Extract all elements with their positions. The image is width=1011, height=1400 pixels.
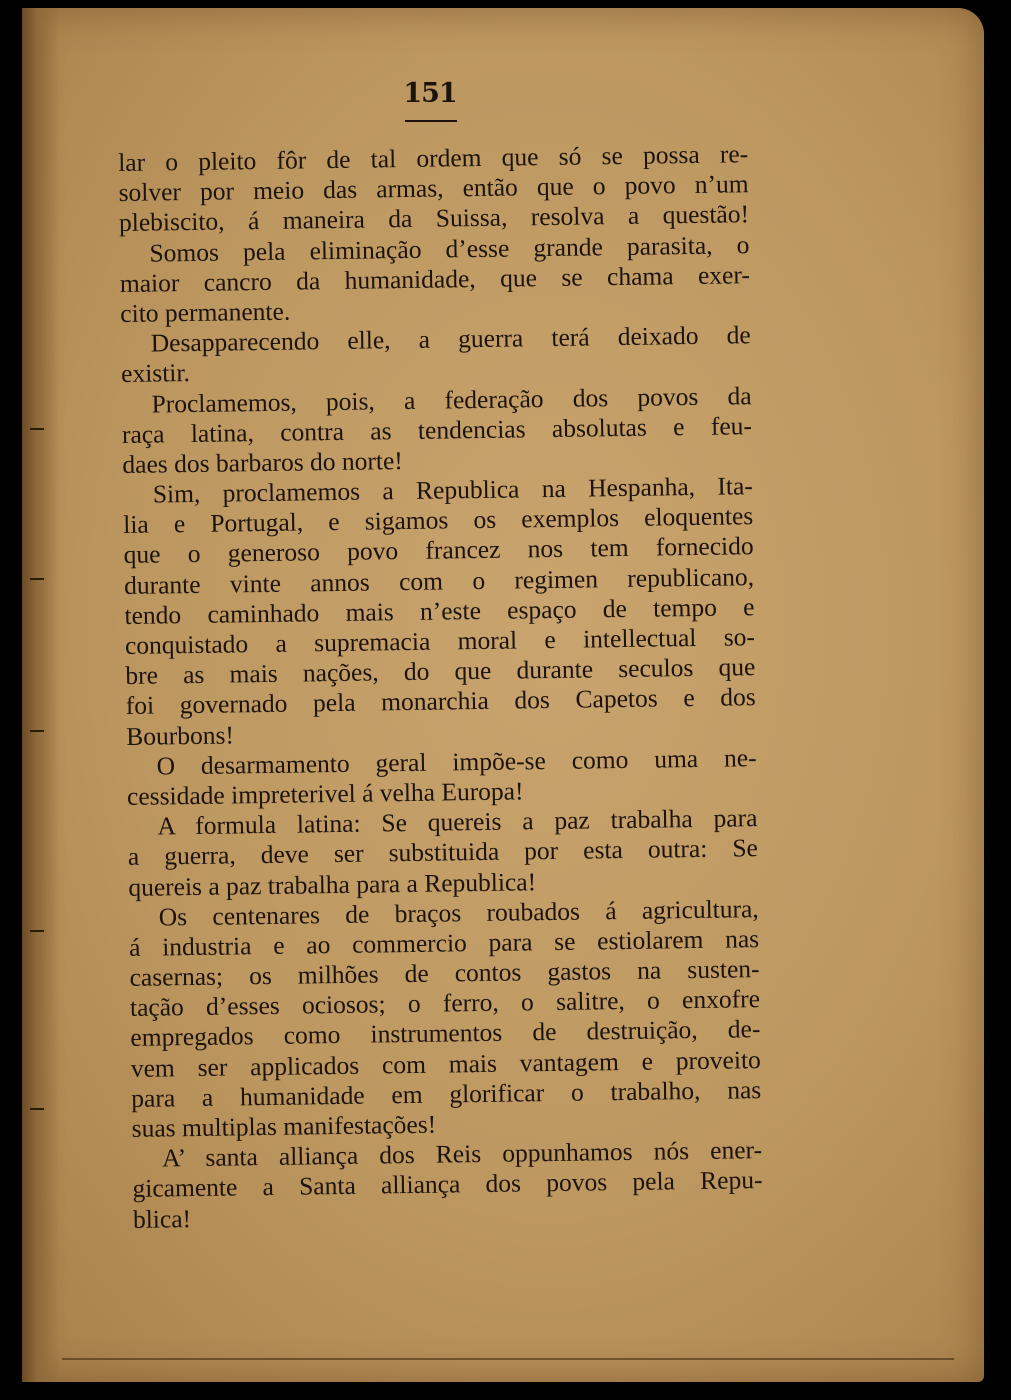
text-line: Proclamemos, pois, a federação dos povos da bbox=[151, 380, 752, 419]
page-number-rule bbox=[405, 120, 457, 122]
text-line: tendo caminhado mais n’este espaço de tempo e bbox=[124, 591, 755, 630]
text-line: A formula latina: Se quereis a paz trabalha para bbox=[157, 803, 758, 841]
text-line: plebiscito, á maneira da Suissa, resolva a questão! bbox=[118, 199, 750, 238]
text-line: empregados como instrumentos de destruição, de- bbox=[130, 1014, 761, 1053]
text-line: blica! bbox=[132, 1203, 192, 1234]
text-line: solver por meio das armas, então que o povo n’um bbox=[118, 169, 749, 208]
text-line: lia e Portugal, e sigamos os exemplos eloquentes bbox=[123, 501, 754, 540]
text-line: Bourbons! bbox=[126, 720, 235, 751]
text-line: Somos pela eliminação d’esse grande parasita, o bbox=[149, 229, 750, 268]
text-line: conquistado a supremacia moral e intellectual so- bbox=[124, 622, 756, 660]
body-text bbox=[118, 139, 763, 1234]
text-line: bre as mais nações, do que durante seculos que bbox=[125, 652, 756, 691]
text-line: á industria e ao commercio para se estiolarem nas bbox=[128, 924, 760, 962]
text-line: quereis a paz trabalha para a Republica! bbox=[128, 866, 537, 902]
page-bottom-edge bbox=[62, 1358, 954, 1360]
text-line: tação d’esses ociosos; o ferro, o salitre, o enxofre bbox=[129, 984, 761, 1023]
text-line: durante vinte annos com o regimen republicano, bbox=[123, 561, 755, 600]
page-gutter bbox=[22, 8, 60, 1382]
text-line: cessidade impreterivel á velha Europa! bbox=[126, 776, 524, 811]
text-line: vem ser applicados com mais vantagem e proveito bbox=[130, 1044, 761, 1083]
text-line: lar o pleito fôr de tal ordem que só se possa re- bbox=[118, 139, 749, 177]
text-line: daes dos barbaros do norte! bbox=[122, 445, 404, 479]
text-line: para a humanidade em glorificar o trabalho, nas bbox=[131, 1074, 762, 1113]
text-line: maior cancro da humanidade, que se chama exer- bbox=[119, 259, 751, 298]
binding-mark bbox=[30, 930, 44, 932]
page-number: 151 bbox=[403, 78, 457, 109]
text-line: Os centenares de braços roubados á agricultura, bbox=[158, 893, 759, 932]
binding-mark bbox=[30, 578, 44, 580]
text-line: suas multiplas manifestações! bbox=[131, 1109, 437, 1143]
binding-mark bbox=[30, 730, 44, 732]
text-line: Sim, proclamemos a Republica na Hespanha, Ita- bbox=[152, 471, 753, 509]
binding-mark bbox=[30, 428, 44, 430]
text-line: Desapparecendo elle, a guerra terá deixado de bbox=[150, 320, 751, 358]
text-line: cito permanente. bbox=[120, 296, 291, 328]
text-line: raça latina, contra as tendencias absolutas e feu- bbox=[121, 410, 753, 449]
text-line: gicamente a Santa alliança dos povos pela Repu- bbox=[132, 1165, 763, 1204]
text-line: foi governado pela monarchia dos Capetos e dos bbox=[125, 682, 756, 721]
text-line: que o generoso povo francez nos tem fornecido bbox=[123, 531, 754, 570]
text-line: a guerra, deve ser substituida por esta outra: Se bbox=[127, 833, 759, 872]
text-line: O desarmamento geral impõe-se como uma ne- bbox=[156, 742, 757, 781]
binding-mark bbox=[30, 1108, 44, 1110]
text-line: existir. bbox=[120, 358, 191, 389]
text-line: A’ santa alliança dos Reis oppunhamos nós ener- bbox=[161, 1135, 763, 1173]
text-line: casernas; os milhões de contos gastos na susten- bbox=[129, 954, 760, 992]
